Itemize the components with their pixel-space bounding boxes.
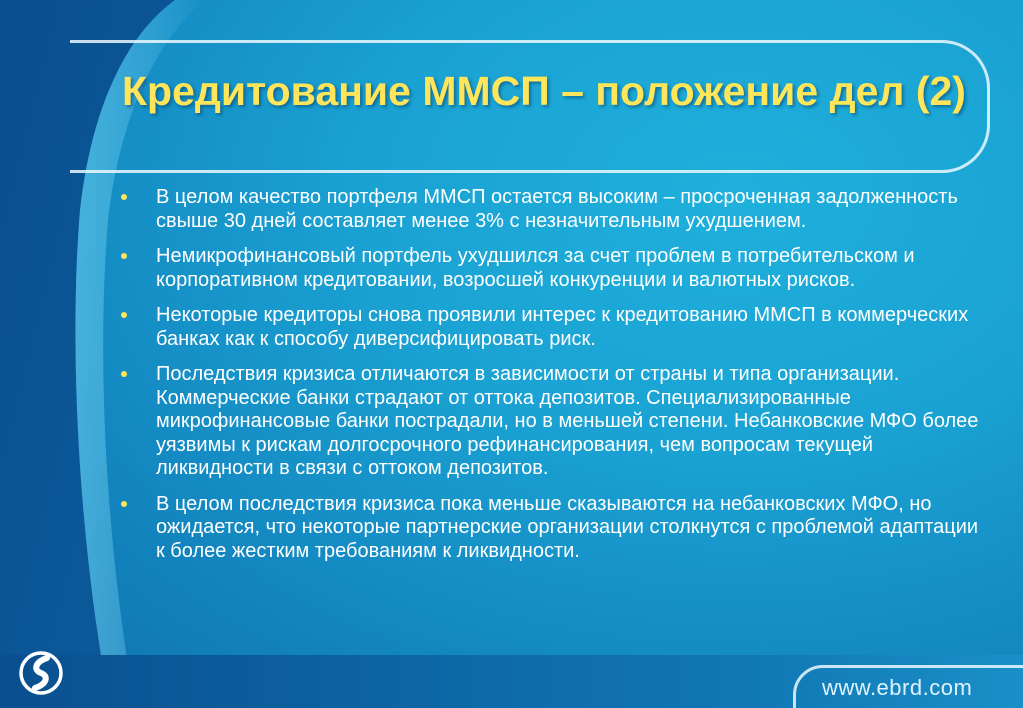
bullet-item: [118, 186, 988, 233]
bullet-text: Немикрофинансовый портфель ухудшился за счет проблем в потребительском и корпоративном кредитовании, возросшей конкуренции и валютных рисков.: [156, 245, 915, 291]
bullet-list: [118, 186, 988, 575]
bullet-text: В целом качество портфеля ММСП остается высоким – просроченная задолженность свыше 30 дней составляет менее 3% с незначительным ухудшением.: [156, 186, 958, 232]
bullet-dot-icon: [121, 194, 127, 200]
bullet-dot-icon: [121, 312, 127, 318]
bullet-text: Некоторые кредиторы снова проявили интерес к кредитованию ММСП в коммерческих банках как к способу диверсифицировать риск.: [156, 304, 969, 350]
bullet-item: [118, 304, 988, 351]
bullet-text: В целом последствия кризиса пока меньше сказываются на небанковских МФО, но ожидается, что некоторые партнерские организации столкнутся с проблемой адаптации к более жестким требованиям к ликвидности.: [156, 492, 979, 562]
bullet-dot-icon: [121, 253, 127, 259]
ebrd-logo-icon: [18, 650, 64, 696]
bullet-dot-icon: [121, 501, 127, 507]
bullet-dot-icon: [121, 371, 127, 377]
bullet-text: Последствия кризиса отличаются в зависимости от страны и типа организации. Коммерческие банки страдают от оттока депозитов. Специализированные микрофинансовые банки пострадали, но в меньшей степени. Небанковские МФО более уязвимы к рискам долгосрочного рефинансирования, чем вопросам текущей ликвидности в связи с оттоком депозитов.: [156, 363, 979, 479]
slide-title: Кредитование ММСП – положение дел (2): [122, 68, 966, 114]
bullet-item: [118, 493, 988, 564]
footer-url-link[interactable]: www.ebrd.com: [822, 675, 973, 700]
bullet-item: [118, 245, 988, 292]
bullet-item: [118, 363, 988, 481]
